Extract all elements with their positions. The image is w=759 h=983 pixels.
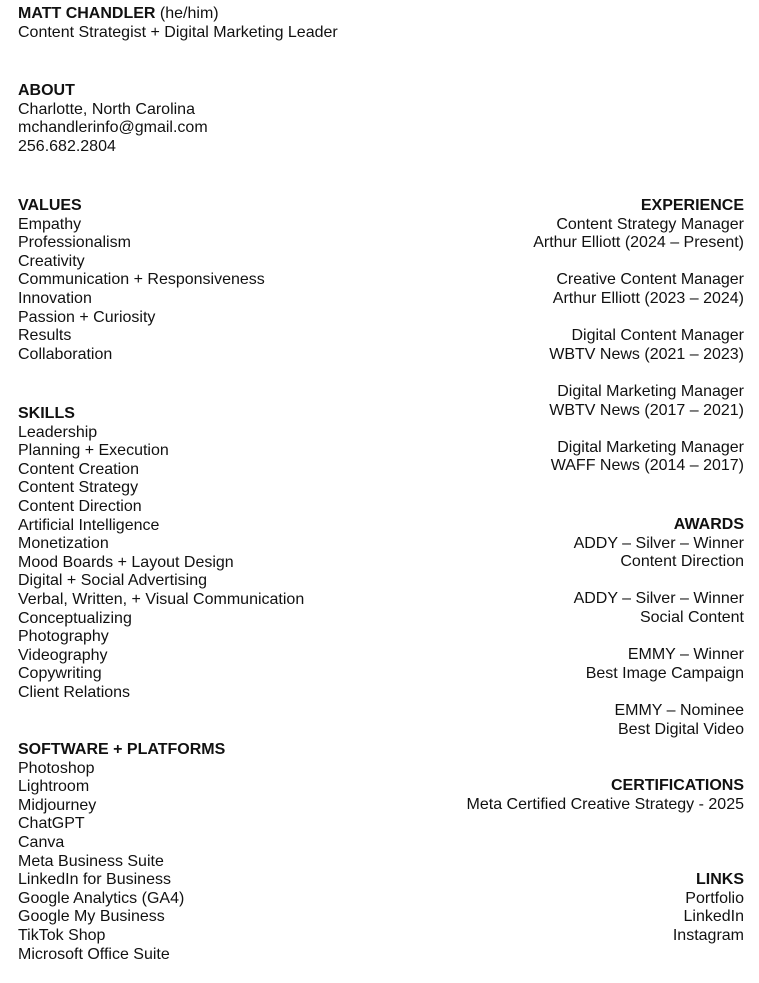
software-item: Meta Business Suite	[18, 852, 164, 870]
about-heading: ABOUT	[18, 82, 75, 99]
job-title: Content Strategist + Digital Marketing Leader	[18, 23, 338, 41]
link-instagram[interactable]: Instagram	[672, 926, 744, 944]
values-item: Passion + Curiosity	[18, 308, 156, 326]
experience-entry	[533, 439, 744, 476]
award-name: ADDY – Silver – Winner	[573, 534, 744, 552]
phone: 256.682.2804	[18, 137, 116, 155]
software-heading: SOFTWARE + PLATFORMS	[18, 741, 226, 758]
software-item: Canva	[18, 833, 65, 851]
awards-heading: AWARDS	[673, 516, 744, 533]
awards-section	[574, 516, 744, 739]
award-name: EMMY – Nominee	[614, 701, 744, 719]
skills-item: Copywriting	[18, 665, 102, 683]
software-item: Lightroom	[18, 778, 90, 796]
link-linkedin[interactable]: LinkedIn	[683, 908, 744, 926]
award-entry	[574, 590, 744, 627]
skills-item: Content Direction	[18, 497, 142, 515]
experience-entry	[533, 271, 744, 308]
award-category: Best Digital Video	[618, 720, 744, 738]
skills-section	[18, 405, 304, 703]
award-name: ADDY – Silver – Winner	[573, 590, 744, 608]
award-entry	[574, 702, 744, 739]
values-item: Empathy	[18, 215, 82, 233]
skills-item: Artificial Intelligence	[18, 516, 160, 534]
software-section	[18, 741, 225, 964]
skills-item: Content Creation	[18, 460, 139, 478]
award-category: Social Content	[639, 608, 744, 626]
experience-role: Digital Content Manager	[571, 327, 744, 345]
experience-org: Arthur Elliott (2024 – Present)	[533, 234, 744, 252]
location: Charlotte, North Carolina	[18, 100, 195, 118]
values-item: Results	[18, 327, 72, 345]
values-item: Creativity	[18, 252, 85, 270]
certifications-section	[467, 777, 744, 814]
experience-org: WAFF News (2014 – 2017)	[550, 457, 744, 475]
links-section	[673, 871, 744, 945]
skills-item: Planning + Execution	[18, 442, 169, 460]
values-item: Innovation	[18, 289, 92, 307]
values-section	[18, 197, 265, 364]
award-entry	[574, 535, 744, 572]
award-category: Best Image Campaign	[585, 664, 744, 682]
experience-org: WBTV News (2021 – 2023)	[549, 345, 744, 363]
link-portfolio[interactable]: Portfolio	[685, 889, 744, 907]
skills-item: Verbal, Written, + Visual Communication	[18, 590, 305, 608]
software-item: Midjourney	[18, 796, 97, 814]
experience-org: WBTV News (2017 – 2021)	[549, 401, 744, 419]
award-category: Content Direction	[620, 553, 744, 571]
name-line	[18, 5, 338, 24]
values-item: Professionalism	[18, 234, 131, 252]
skills-item: Photography	[18, 628, 109, 646]
pronouns: (he/him)	[159, 5, 219, 22]
software-item: Google My Business	[18, 908, 165, 926]
skills-item: Leadership	[18, 423, 98, 441]
experience-role: Creative Content Manager	[556, 271, 744, 289]
experience-org: Arthur Elliott (2023 – 2024)	[552, 289, 744, 307]
skills-heading: SKILLS	[18, 405, 75, 422]
values-heading: VALUES	[18, 197, 82, 214]
skills-item: Content Strategy	[18, 479, 139, 497]
experience-entry	[533, 216, 744, 253]
email: mchandlerinfo@gmail.com	[18, 119, 208, 137]
values-item: Communication + Responsiveness	[18, 271, 265, 289]
name: MATT CHANDLER	[18, 5, 156, 22]
software-item: LinkedIn for Business	[18, 871, 171, 889]
experience-entry	[533, 383, 744, 420]
links-heading: LINKS	[696, 871, 744, 888]
software-item: Photoshop	[18, 759, 95, 777]
certifications-heading: CERTIFICATIONS	[610, 777, 744, 794]
software-item: Microsoft Office Suite	[18, 945, 170, 963]
skills-item: Client Relations	[18, 683, 131, 701]
certification-item: Meta Certified Creative Strategy - 2025	[466, 795, 744, 813]
experience-role: Digital Marketing Manager	[557, 382, 744, 400]
skills-item: Videography	[18, 646, 108, 664]
skills-item: Mood Boards + Layout Design	[18, 553, 234, 571]
experience-section	[533, 197, 744, 476]
values-item: Collaboration	[18, 345, 113, 363]
experience-heading: EXPERIENCE	[640, 197, 744, 214]
skills-item: Digital + Social Advertising	[18, 572, 207, 590]
award-entry	[574, 646, 744, 683]
skills-item: Monetization	[18, 535, 109, 553]
experience-role: Digital Marketing Manager	[557, 438, 744, 456]
software-item: TikTok Shop	[18, 926, 106, 944]
software-item: Google Analytics (GA4)	[18, 889, 185, 907]
skills-item: Conceptualizing	[18, 609, 132, 627]
software-item: ChatGPT	[18, 815, 85, 833]
experience-role: Content Strategy Manager	[556, 215, 744, 233]
header	[18, 5, 338, 42]
about-section	[18, 82, 208, 156]
experience-entry	[533, 327, 744, 364]
award-name: EMMY – Winner	[627, 646, 744, 664]
